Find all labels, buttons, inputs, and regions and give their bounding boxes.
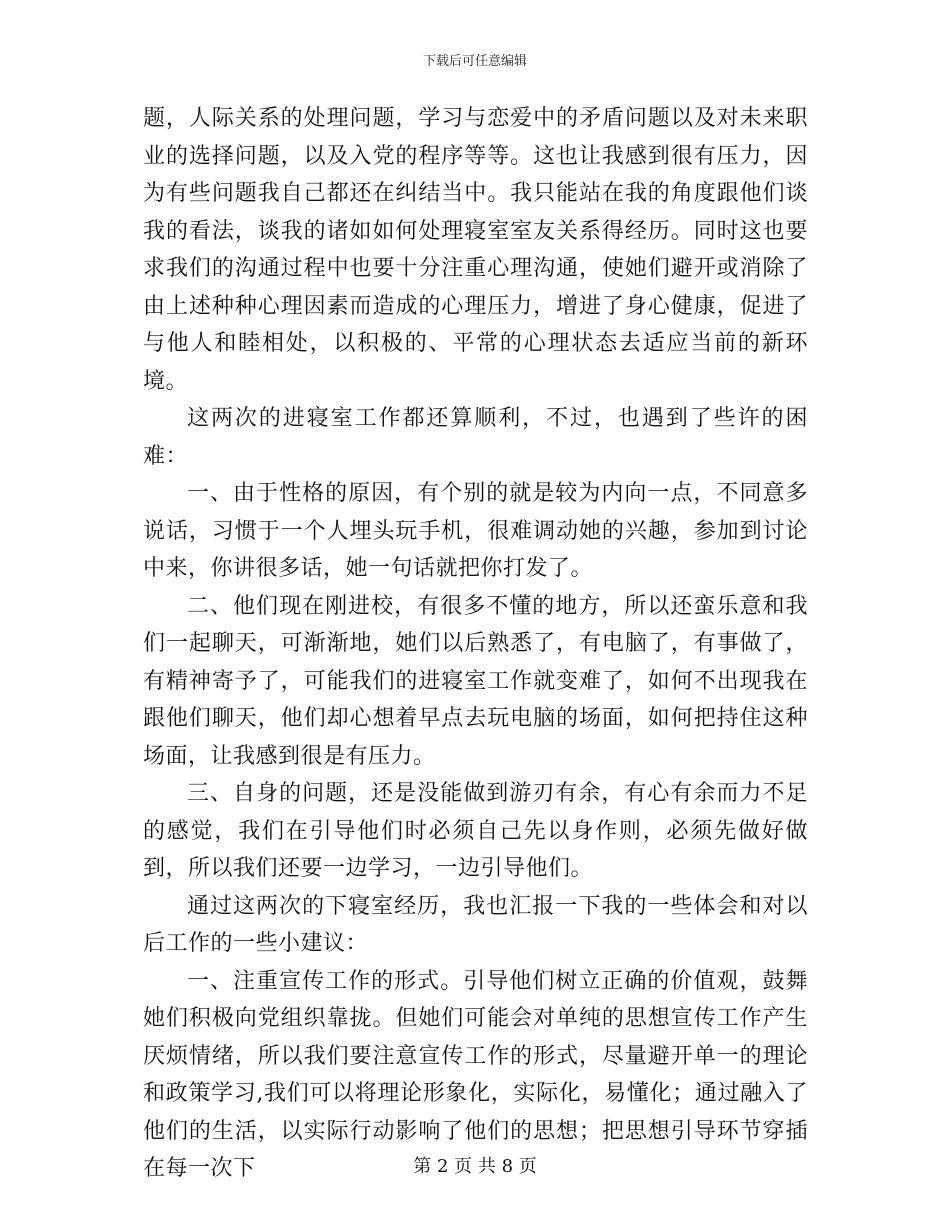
- paragraph-suggestions-intro: 通过这两次的下寝室经历，我也汇报一下我的一些体会和对以后工作的一些小建议：: [143, 893, 808, 956]
- paragraph-continuation: 题，人际关系的处理问题，学习与恋爱中的矛盾问题以及对未来职业的选择问题，以及入党的程序等等。这也让我感到很有压力，因为有些问题我自己都还在纠结当中。我只能站在我的角度跟他们谈我的看法，谈我的诸如如何处理寝室室友关系得经历。同时这也要求我们的沟通过程中也要十分注重心理沟通，使她们避开或消除了由上述种种心理因素而造成的心理压力，增进了身心健康，促进了与他人和睦相处，以积极的、平常的心理状态去适应当前的新环境。: [143, 106, 808, 394]
- page-footer: 第 2 页 共 8 页: [413, 1156, 537, 1177]
- paragraph-difficulty-1: 一、由于性格的原因，有个别的就是较为内向一点，不同意多说话，习惯于一个人埋头玩手机，很难调动她的兴趣，参加到讨论中来，你讲很多话，她一句话就把你打发了。: [143, 481, 808, 581]
- paragraph-difficulties-intro: 这两次的进寝室工作都还算顺利，不过，也遇到了些许的困难：: [143, 406, 808, 469]
- paragraph-suggestion-1: 一、注重宣传工作的形式。引导他们树立正确的价值观，鼓舞她们积极向党组织靠拢。但她们可能会对单纯的思想宣传工作产生厌烦情绪，所以我们要注意宣传工作的形式，尽量避开单一的理论和政策学习,我们可以将理论形象化，实际化，易懂化；通过融入了他们的生活，以实际行动影响了他们的思想；把思想引导环节穿插在每一次下: [143, 968, 808, 1181]
- document-body: [143, 100, 808, 1188]
- paragraph-difficulty-2: 二、他们现在刚进校，有很多不懂的地方，所以还蛮乐意和我们一起聊天，可渐渐地，她们以后熟悉了，有电脑了，有事做了，有精神寄予了，可能我们的进寝室工作就变难了，如何不出现我在跟他们聊天，他们却心想着早点去玩电脑的场面，如何把持住这种场面，让我感到很是有压力。: [143, 593, 808, 769]
- page-header: 下载后可任意编辑: [422, 54, 527, 69]
- paragraph-difficulty-3: 三、自身的问题，还是没能做到游刃有余，有心有余而力不足的感觉，我们在引导他们时必须自己先以身作则，必须先做好做到，所以我们还要一边学习，一边引导他们。: [143, 781, 808, 881]
